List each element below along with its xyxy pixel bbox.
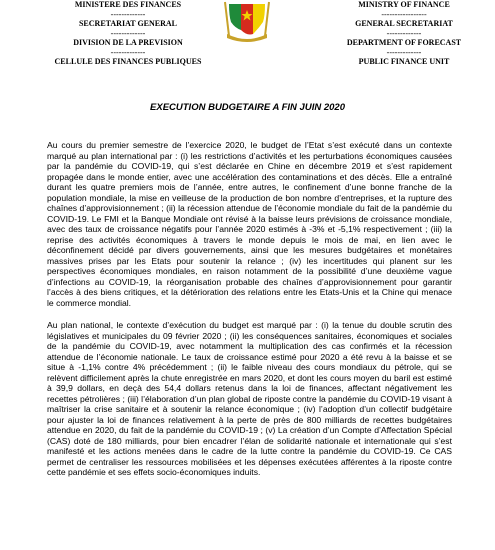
- separator: -----------------: [381, 9, 427, 19]
- unit-name-fr: CELLULE DES FINANCES PUBLIQUES: [54, 57, 202, 66]
- separator: -------------: [386, 28, 422, 38]
- header-left-french: [28, 0, 228, 67]
- separator: -------------: [110, 47, 146, 57]
- coat-of-arms-icon: [221, 0, 273, 42]
- header-right-english: [304, 0, 495, 67]
- ministry-name-fr: MINISTERE DES FINANCES: [74, 0, 182, 9]
- document-title: EXECUTION BUDGETAIRE A FIN JUIN 2020: [150, 102, 345, 113]
- document-header: [0, 0, 495, 75]
- separator: -------------: [110, 9, 146, 19]
- separator: -------------: [110, 28, 146, 38]
- secretariat-name-fr: SECRETARIAT GENERAL: [78, 19, 178, 28]
- document-body: [47, 140, 452, 490]
- secretariat-name-en: GENERAL SECRETARIAT: [355, 19, 453, 28]
- division-name-fr: DIVISION DE LA PREVISION: [73, 38, 183, 47]
- separator: -------------: [386, 47, 422, 57]
- paragraph-international-context: Au cours du premier semestre de l’exercice 2020, le budget de l’Etat s’est exécuté dans un contexte marqué au plan international par : (i) les restrictions d’activités et les perturbations économiques causées par la pandémie du COVID-19, qui s’est déclarée en Chine en décembre 2019 et s’est rapidement propagée dans le monde entier, avec une accélération des contaminations et des décès. Elle a entraîné durant les quatre premiers mois de l’année, entre autres, le confinement d’une bonne franche de la population mondiale, la mise en veilleuse de la production de bon nombre d’entreprises, et la rupture des chaînes d’approvisionnement ; (ii) la récession attendue de l’économie mondiale du fait de la pandémie du COVID-19. Le FMI et la Banque Mondiale ont révisé à la baisse leurs prévisions de croissance mondiale, avec des taux de croissance négatifs pour l’année 2020 estimés à -3% et -5,1% respectivement ; (iii) la reprise des activités économiques à travers le monde depuis le mois de mai, en lien avec le déconfinement décidé par divers gouvernements, ainsi que les mesures budgétaires et monétaires massives prises par les Etats pour soutenir la relance ; (iv) les incertitudes qui planent sur les perspectives économiques mondiales, en raison notamment de la possibilité d’une deuxième vague d’infections au COVID-19, la réorganisation probable des chaînes d’approvisionnement pour garantir l’accès à des biens critiques, et la détérioration des relations entre les Etats-Unis et la Chine qui menace le commerce mondial.: [47, 140, 452, 308]
- unit-name-en: PUBLIC FINANCE UNIT: [358, 57, 450, 66]
- paragraph-national-context: Au plan national, le contexte d’exécution du budget est marqué par : (i) la tenue du double scrutin des législatives et municipales du 09 février 2020 ; (ii) les conséquences sanitaires, économiques et sociales de la pandémie du COVID-19, avec notamment la multiplication des cas confirmés et la récession attendue de l’économie nationale. Le taux de croissance estimé pour 2020 a été revu à la baisse et se situe à -1,1% contre 4% précédemment ; (ii) le faible niveau des cours mondiaux du pétrole, qui se relèvent difficilement après la chute enregistrée en mars 2020, et dont les cours moyen du baril est estimé à 39,9 dollars, en deçà des 54,4 dollars retenus dans la loi de finances, affectant négativement les recettes pétrolières ; (iii) l’élaboration d’un plan global de riposte contre la pandémie du COVID-19 visant à maîtriser la crise sanitaire et à soutenir la relance économique ; (iv) l’adoption d’un collectif budgétaire pour ajuster la loi de finances relativement à la perte de près de 800 milliards de recettes budgétaires attendue en 2020, du fait de la pandémie du COVID-19 ; (v) La création d’un Compte d’Affectation Spécial (CAS) doté de 180 milliards, pour bien encadrer l’élan de solidarité nationale et internationale qui s’est manifesté et les actions menées dans le cadre de la lutte contre la pandémie du COVID-19. Ce CAS permet de centraliser les ressources mobilisées et les dépenses exécutées afférentes à la riposte contre cette pandémie et ses effets socio-économiques induits.: [47, 320, 452, 477]
- division-name-en: DEPARTMENT OF FORECAST: [346, 38, 462, 47]
- ministry-name-en: MINISTRY OF FINANCE: [358, 0, 450, 9]
